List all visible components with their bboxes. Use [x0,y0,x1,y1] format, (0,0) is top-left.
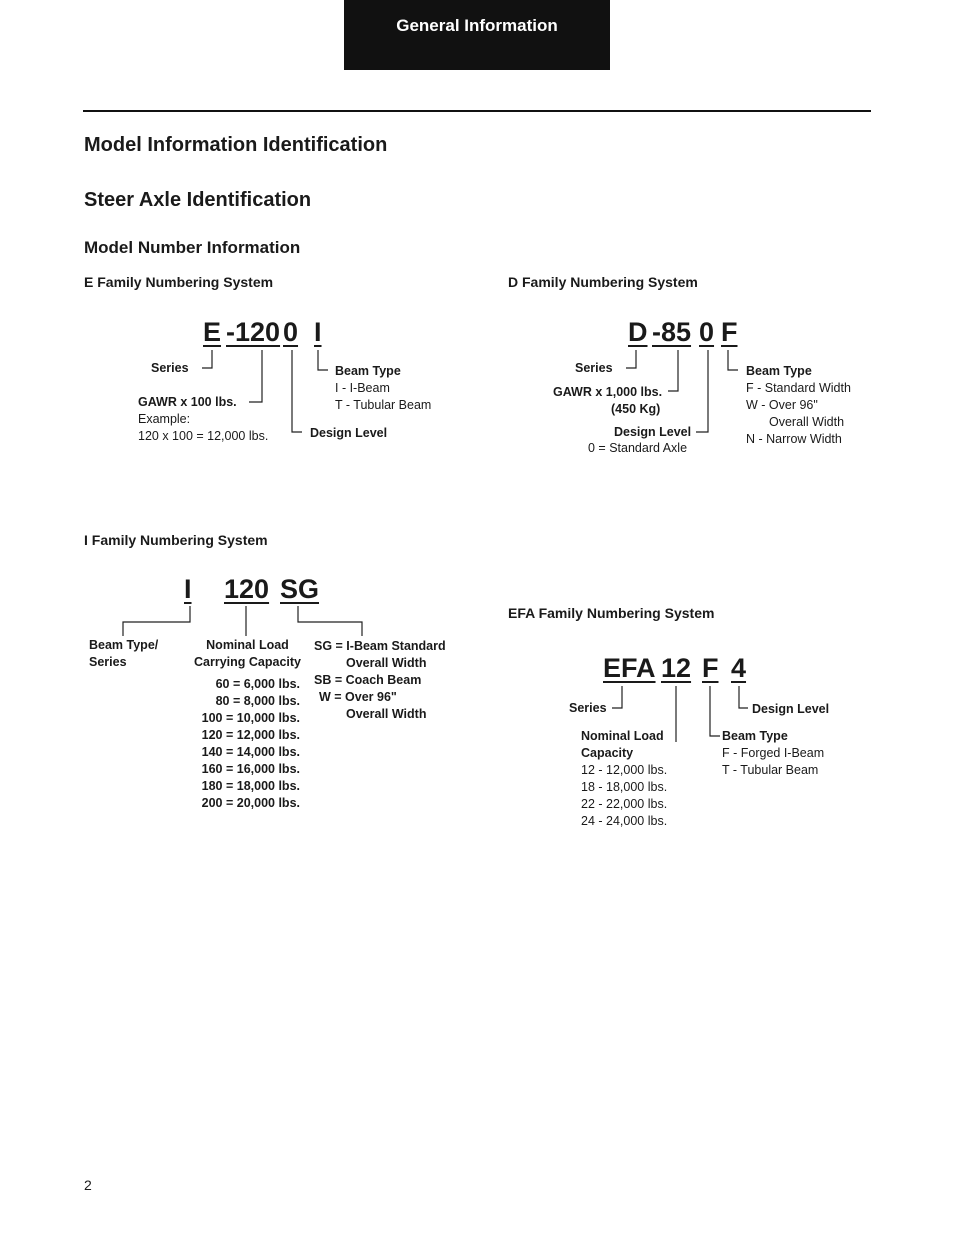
e-beam-type-1: I - I-Beam [335,381,390,395]
d-series-label: Series [575,361,613,375]
d-beam-block [746,363,851,448]
e-series-label: Series [151,361,189,375]
i-code-beam: SG [280,574,320,604]
list-item: 24 - 24,000 lbs. [581,814,668,828]
list-item: 160 = 16,000 lbs. [201,762,300,776]
d-code-design: 0 [699,317,715,347]
list-item: Overall Width [346,656,427,670]
d-beam-type-4: N - Narrow Width [746,432,842,446]
efa-code-design: 4 [731,653,747,683]
list-item: 100 = 10,000 lbs. [201,711,300,725]
i-code-series: I [184,574,192,604]
e-beam-type-label: Beam Type [335,364,401,378]
e-code-gawr: -120 [226,317,281,347]
i-load-list [192,676,300,812]
page-title: Model Information Identification [84,134,388,156]
i-code-load: 120 [224,574,270,604]
d-code-beam: F [721,317,738,347]
efa-load-block [581,728,667,830]
e-design-level-label: Design Level [310,426,388,440]
d-code-series: D [628,317,648,347]
list-item: 120 = 12,000 lbs. [201,728,300,742]
d-beam-type-3: Overall Width [769,415,845,429]
efa-beam-type-1: F - Forged I-Beam [722,746,825,760]
d-beam-type-label: Beam Type [746,364,812,378]
list-item: 22 - 22,000 lbs. [581,797,668,811]
list-item: 200 = 20,000 lbs. [201,796,300,810]
e-family-heading: E Family Numbering System [84,274,274,290]
d-beam-type-2: W - Over 96" [746,398,818,412]
efa-load-label-1: Nominal Load [581,729,664,743]
section-tab-label: General Information [396,16,558,35]
e-beam-type-2: T - Tubular Beam [335,398,432,412]
e-gawr-block [138,394,268,445]
e-code-design: 0 [283,317,299,347]
list-item: 18 - 18,000 lbs. [581,780,668,794]
i-beam-series-label-2: Series [89,655,127,669]
efa-family-heading: EFA Family Numbering System [508,605,715,621]
d-gawr-label-1: GAWR x 1,000 lbs. [553,385,663,399]
list-item: SB = Coach Beam [314,673,422,687]
list-item: SG = I-Beam Standard [314,639,446,653]
d-gawr-label-2: (450 Kg) [611,402,661,416]
i-beam-type-list [314,638,446,723]
subsection-title: Model Number Information [84,238,301,257]
efa-code-load: 12 [661,653,692,683]
efa-code-series: EFA [603,653,656,683]
page-number: 2 [84,1177,92,1193]
list-item: 180 = 18,000 lbs. [201,779,300,793]
list-item: Overall Width [346,707,427,721]
efa-design-level-label: Design Level [752,702,830,716]
e-gawr-example-2: 120 x 100 = 12,000 lbs. [138,429,269,443]
i-load-label-block [194,637,301,671]
e-code-series: E [203,317,222,347]
list-item: 140 = 14,000 lbs. [201,745,300,759]
list-item: 12 - 12,000 lbs. [581,763,668,777]
efa-series-label: Series [569,701,607,715]
d-design-level-label: Design Level [614,425,692,439]
section-title: Steer Axle Identification [84,189,312,211]
d-family-heading: D Family Numbering System [508,274,698,290]
d-code-gawr: -85 [652,317,692,347]
i-beam-series-label-1: Beam Type/ [89,638,159,652]
i-load-label-1: Nominal Load [206,638,289,652]
d-beam-type-1: F - Standard Width [746,381,851,395]
d-design-level-value: 0 = Standard Axle [588,441,688,455]
efa-load-label-2: Capacity [581,746,634,760]
i-load-label-2: Carrying Capacity [194,655,301,669]
e-beam-block [335,363,431,414]
e-gawr-label: GAWR x 100 lbs. [138,395,237,409]
efa-beam-type-label: Beam Type [722,729,788,743]
e-code-beam: I [314,317,322,347]
efa-beam-block [722,728,824,779]
i-family-heading: I Family Numbering System [84,532,268,548]
i-beam-series-block [89,637,158,671]
list-item: 60 = 6,000 lbs. [215,677,300,691]
list-item: 80 = 8,000 lbs. [215,694,300,708]
list-item: W = Over 96" [319,690,397,704]
e-gawr-example-1: Example: [138,412,191,426]
efa-beam-type-2: T - Tubular Beam [722,763,819,777]
efa-code-beam: F [702,653,719,683]
